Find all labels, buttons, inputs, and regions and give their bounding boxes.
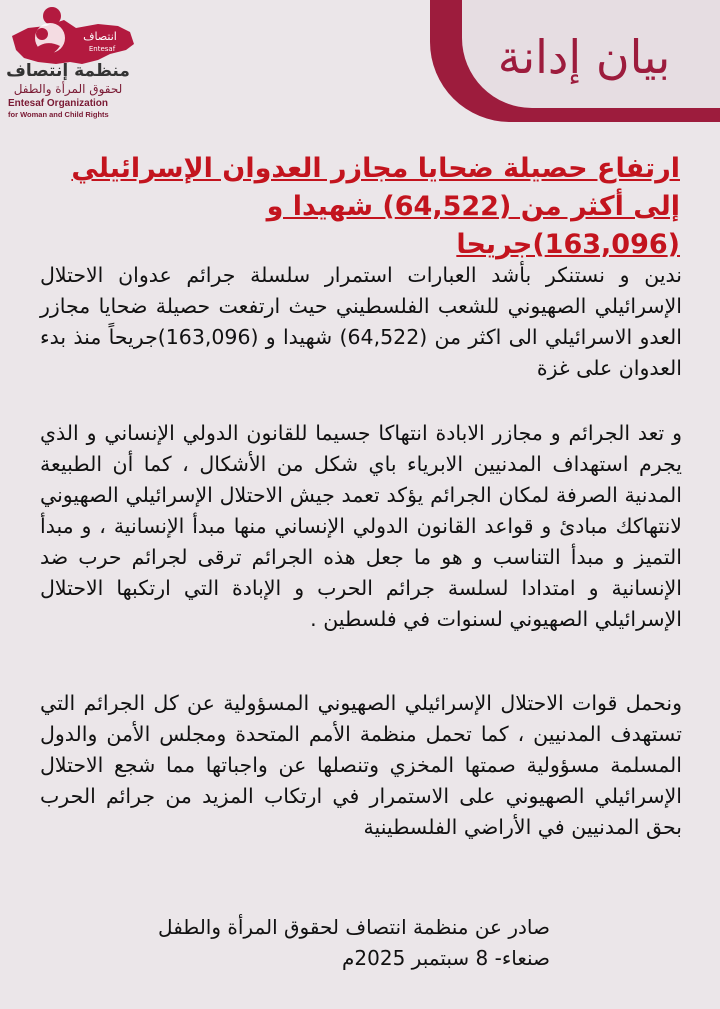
signature-issuer: صادر عن منظمة انتصاف لحقوق المرأة والطفل bbox=[158, 915, 550, 939]
signature-place-date: صنعاء- 8 سبتمبر 2025م bbox=[342, 946, 550, 970]
banner-title: بيان إدانة bbox=[497, 30, 671, 84]
logo-english-subtitle: for Woman and Child Rights bbox=[8, 110, 109, 119]
logo-emblem-en: Entesaf bbox=[88, 45, 116, 53]
statement-headline: ارتفاع حصيلة ضحايا مجازر العدوان الإسرائيلي إلى أكثر من (64,522) شهيدا و (163,096)جريحا bbox=[71, 153, 680, 260]
statement-paragraph-1: ندين و نستنكر بأشد العبارات استمرار سلسلة جرائم عدوان الاحتلال الإسرائيلي الصهيوني للشعب الفلسطيني حيث ارتفعت حصيلة ضحايا مجازر العدو الاسرائيلي الى اكثر من (64,522) شهيدا و (163,096)جريحاً منذ بدء العدوان على غزة bbox=[40, 263, 682, 380]
statement-paragraph-3: ونحمل قوات الاحتلال الإسرائيلي الصهيوني المسؤولية عن كل الجرائم التي تستهدف المدنيين ، كما تحمل منظمة الأمم المتحدة ومجلس الأمن والدول المسلمة مسؤولية صمتها المخزي وتنصلها عن واجباتها مما شجع الاحتلال الإسرائيلي الصهيوني على الاستمرار في ارتكاب المزيد من جرائم الحرب بحق المدنيين في الأراضي الفلسطينية bbox=[40, 691, 682, 839]
logo-arabic-name: منظمة إنتصاف bbox=[6, 61, 130, 81]
statement-paragraph-2: و تعد الجرائم و مجازر الابادة انتهاكا جسيما للقانون الدولي الإنساني و الذي يجرم استهداف المدنيين الابرياء باي شكل من الأشكال ، كما أن الطبيعة المدنية الصرفة لمكان الجرائم يؤكد تعمد جيش الاحتلال الإسرائيلي الصهيوني لانتهاكك مبادئ و قواعد القانون الدولي الإنساني منها مبدأ الإنسانية ، و مبدأ التميز و مبدأ التناسب و هو ما جعل هذه الجرائم ترقى لجرائم حرب ضد الإنسانية و امتدادا لسلسة جرائم الحرب و الإبادة التي ارتكبها الاحتلال الإسرائيلي الصهيوني لسنوات في فلسطين . bbox=[40, 421, 682, 631]
logo-arabic-subtitle: لحقوق المرأة والطفل bbox=[13, 82, 123, 96]
logo-english-name: Entesaf Organization bbox=[8, 98, 109, 109]
logo-emblem-ar: انتصاف bbox=[83, 30, 117, 43]
